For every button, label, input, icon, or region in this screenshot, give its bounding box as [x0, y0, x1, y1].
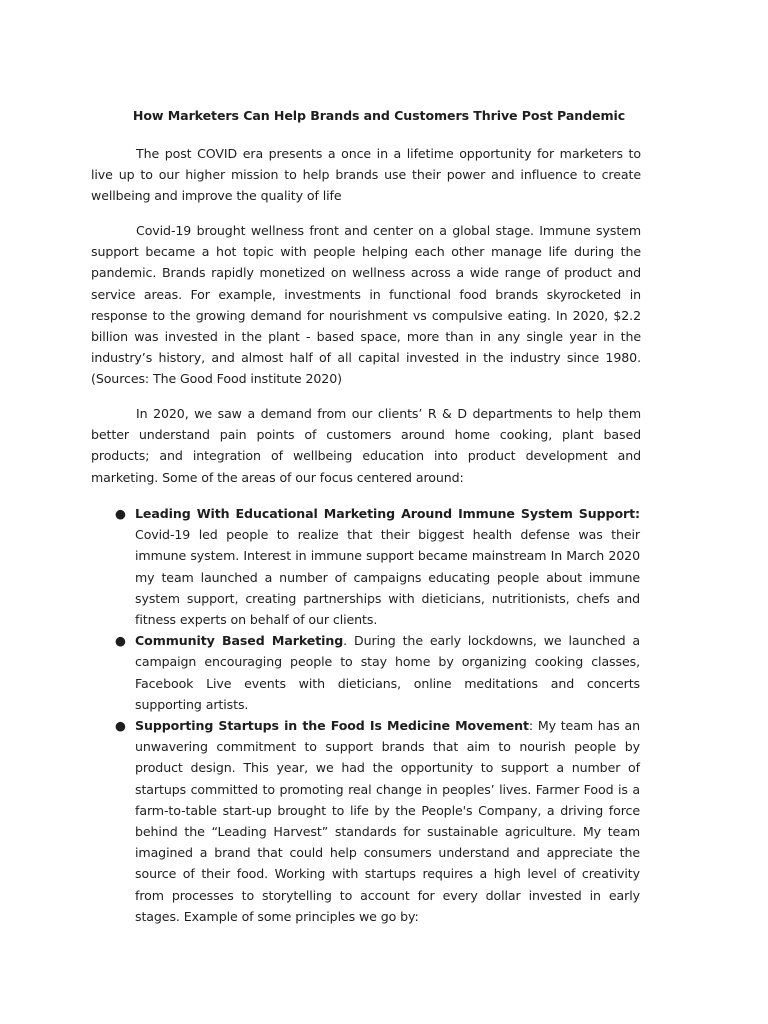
paragraph-intro: The post COVID era presents a once in a lifetime opportunity for marketers to live up to our higher mission to help brands use their power and influence to create wellbeing and improve the quality of life — [91, 146, 641, 204]
bullet-icon: ● — [115, 506, 126, 521]
bullet-body: My team has an unwavering commitment to support brands that aim to nourish people by product design. This year, we had the opportunity to support a number of startups committed to promoting real change in peoples’ lives. Farmer Food is a farm-to-table start-up brought to life by the People's Company, a driving force behind the “Leading Harvest” standards for sustainable agriculture. My team imagined a brand that could help consumers understand and appreciate the source of their food. Working with startups requires a high level of creativity from processes to storytelling to account for every dollar invested in early stages. Example of some principles we go by: — [135, 718, 641, 924]
paragraph-wellness: Covid-19 brought wellness front and center on a global stage. Immune system support became a hot topic with people helping each other manage life during the pandemic. Brands rapidly monetized on wellness across a wide range of product and service areas. For example, investments in functional food brands skyrocketed in response to the growing demand for nourishment vs compulsive eating. In 2020, $2.2 billion was invested in the plant - based space, more than in any single year in the industry’s history, and almost half of all capital invested in the industry since 1980. (Sources: The Good Food institute 2020) — [91, 223, 641, 387]
bullet-text — [135, 715, 640, 927]
document-title: How Marketers Can Help Brands and Customers Thrive Post Pandemic — [132, 108, 626, 123]
bullet-body: Covid-19 led people to realize that their biggest health defense was their immune system. Interest in immune support became mainstream In March 2020 my team launched a number of campaigns educating people about immune system support, creating partnerships with dieticians, nutritionists, chefs and fitness experts on behalf of our clients. — [135, 527, 640, 628]
bullet-separator: . — [343, 633, 354, 649]
bullet-title: Community Based Marketing — [135, 633, 344, 649]
bullet-title: Leading With Educational Marketing Around Immune System Support: — [135, 506, 640, 521]
list-item — [0, 630, 768, 715]
bullet-text — [135, 630, 640, 715]
paragraph-demand: In 2020, we saw a demand from our clients’ R & D departments to help them better understand pain points of customers around home cooking, plant based products; and integration of wellbeing education into product development and marketing. Some of the areas of our focus centered around: — [91, 406, 641, 485]
list-item — [0, 503, 768, 630]
bullet-separator: : — [528, 718, 538, 734]
bullet-title: Supporting Startups in the Food Is Medicine Movement — [135, 718, 529, 734]
bullet-icon: ● — [115, 633, 126, 649]
bullet-icon: ● — [115, 718, 126, 734]
bullet-body: During the early lockdowns, we launched a campaign encouraging people to stay home by organizing cooking classes, Facebook Live events with dieticians, online meditations and concerts supporting artists. — [135, 633, 640, 712]
bullet-text — [135, 503, 640, 630]
list-item — [0, 715, 768, 927]
focus-areas-list — [0, 503, 768, 927]
